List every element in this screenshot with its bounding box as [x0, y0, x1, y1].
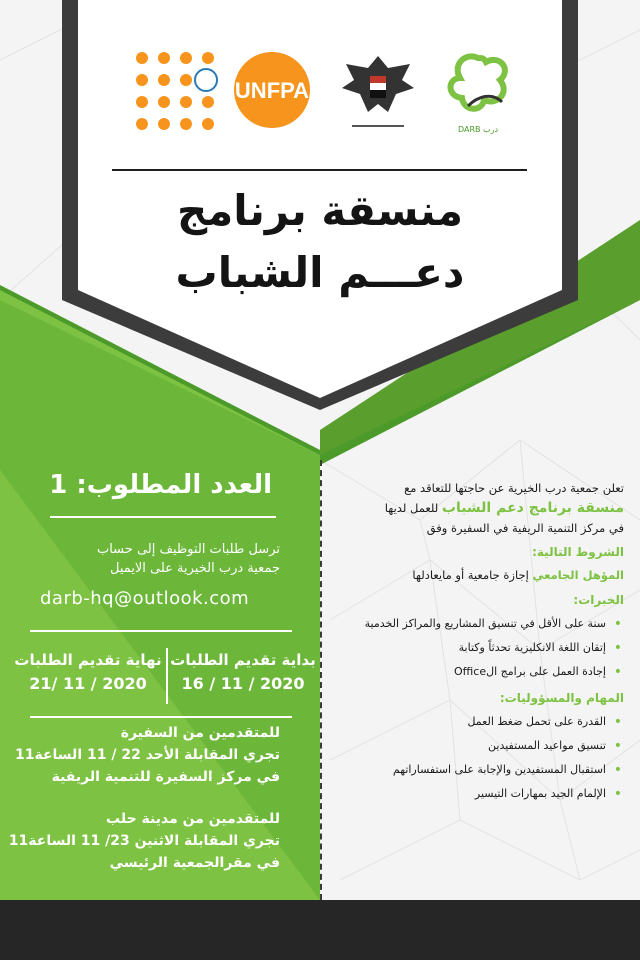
qualification-label: المؤهل الجامعي: [532, 568, 624, 582]
interview-group-2: [0, 808, 280, 874]
group2-line-1: للمتقدمين من مدينة حلب: [106, 811, 280, 827]
intro-line-3: في مركز التنمية الريفية في السفيرة وفق: [426, 521, 624, 535]
unfpa-text: UNFPA: [234, 78, 310, 103]
start-date-label: بداية تقديم الطلبات: [170, 651, 316, 669]
experience-title: الخبرات:: [573, 593, 624, 607]
title-line-2: دعـــم الشباب: [175, 248, 465, 297]
application-instructions: [20, 540, 280, 578]
list-item: • تنسيق مواعيد المستفيدين: [322, 734, 610, 758]
application-dates: [0, 648, 318, 708]
group1-line-1: للمتقدمين من السفيرة: [120, 725, 280, 741]
intro-line-2-rest: للعمل لديها: [384, 501, 439, 515]
list-item: • إتقان اللغة الانكليزية تحدثاً وكتابة: [322, 636, 610, 660]
intro-line-2: [322, 498, 624, 518]
experience-list: [322, 612, 624, 684]
title-line-1: منسقة برنامج: [177, 186, 463, 235]
ministry-emblem: [338, 46, 418, 136]
start-date-box: [168, 648, 318, 708]
darb-caption: DARB درب: [457, 125, 499, 134]
title-divider: [112, 169, 527, 171]
end-date-value: 21/ 11 / 2020: [29, 674, 147, 693]
date-divider: [166, 648, 168, 704]
tasks-list: [322, 710, 624, 806]
divider: [30, 630, 292, 632]
send-line-2: جمعية درب الخيرية على الايميل: [109, 561, 280, 576]
start-date-value: 16 / 11 / 2020: [181, 674, 305, 693]
tasks-title: المهام والمسؤوليات:: [499, 691, 624, 705]
conditions-title: الشروط التالية:: [532, 545, 624, 559]
logos-row: [120, 40, 520, 150]
group2-line-2: تجري المقابلة الاثنين 23/ 11 الساعة11: [8, 833, 280, 849]
list-item: • استقبال المستفيدين والإجابة على استفساراتهم: [322, 758, 610, 782]
list-item: • سنة على الأقل في تنسيق المشاريع والمراكز الخدمية: [322, 612, 610, 636]
darb-logo: [438, 48, 518, 138]
list-item: • الإلمام الجيد بمهارات التيسير: [322, 782, 610, 806]
unfpa-logo: [134, 50, 314, 130]
contact-email[interactable]: darb-hq@outlook.com: [40, 588, 250, 609]
end-date-box: [10, 648, 166, 708]
intro-line-1: تعلن جمعية درب الخيرية عن حاجتها للتعاقد مع: [404, 481, 624, 495]
group1-line-2: تجري المقابلة الأحد 22 / 11 الساعة11: [15, 747, 280, 763]
page-title: [80, 180, 560, 304]
required-count: العدد المطلوب: 1: [49, 470, 272, 500]
qualification-value: إجازة جامعية أو مايعادلها: [412, 568, 529, 582]
divider: [50, 516, 276, 518]
footer-bar: [0, 900, 640, 960]
list-item: • القدرة على تحمل ضغط العمل: [322, 710, 610, 734]
job-details-panel: [322, 478, 624, 806]
interview-group-1: [0, 722, 280, 788]
qualification: [322, 564, 624, 586]
end-date-label: نهاية تقديم الطلبات: [14, 651, 162, 669]
divider: [30, 716, 292, 718]
left-info-panel: [0, 460, 318, 900]
list-item: • إجادة العمل على برامج الOffice: [322, 660, 610, 684]
group2-line-3: في مقرالجمعية الرئيسي: [109, 855, 280, 871]
send-line-1: ترسل طلبات التوظيف إلى حساب: [96, 542, 280, 557]
group1-line-3: في مركز السفيرة للتنمية الريفية: [51, 769, 280, 785]
job-title-highlight: منسقة برنامج دعم الشباب: [441, 500, 624, 516]
